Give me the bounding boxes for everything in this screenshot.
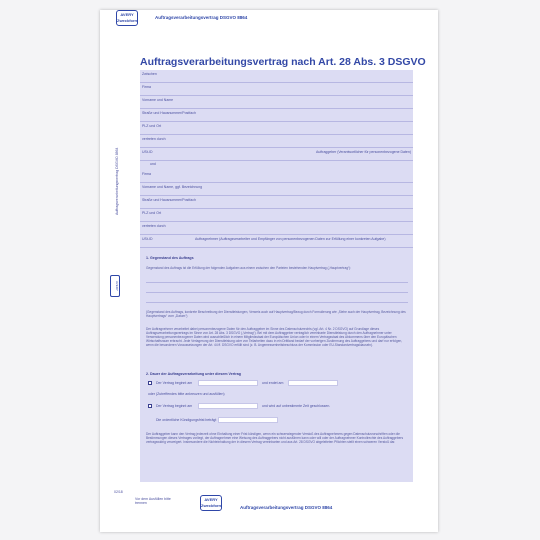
section-1-intro: Gegenstand des Auftrags ist die Erfüllung der folgenden Aufgaben aus einem zwischen den Parteien bestehenden Hauptvertrag („Hauptvertrag“): [146,266,352,270]
field-firma-1[interactable]: Firma [140,83,413,96]
option-1-label-b: und endet am [262,381,284,385]
end-date-input[interactable] [288,380,338,386]
footer-avery-logo: AVERY Zweckform [200,495,222,511]
checkbox-option-1[interactable] [148,381,152,385]
option-2-label-b: und wird auf unbestimmte Zeit geschlossen. [262,404,331,408]
option-2-label-a: Der Vertrag beginnt am [156,404,193,408]
form-area [140,70,413,482]
page-title: Auftragsverarbeitungsvertrag nach Art. 28 Abs. 3 DSGVO [140,56,426,68]
start-date-1-input[interactable] [198,380,258,386]
brand-label: AVERY Zweckform [117,12,139,23]
footer-code: 02/18 [114,490,123,494]
start-date-2-input[interactable] [198,403,258,409]
section-2-heading: 2. Dauer der Auftragsverarbeitung unter diesem Vertrag [146,372,241,376]
side-avery-logo: AVERY [110,275,120,297]
field-zwischen[interactable]: Zwischen [140,70,413,83]
input-line[interactable] [146,282,408,283]
field-street-2[interactable]: Straße und Hausnummer/Postfach [140,196,413,209]
field-plz-2[interactable]: PLZ und Ort [140,209,413,222]
field-represented-1[interactable]: vertreten durch [140,135,413,148]
option-note: oder (Zutreffendes bitte ankreuzen und ausfüllen) [148,392,225,396]
role-client: Auftraggeber (Verantwortlicher für personenbezogene Daten) [316,150,411,154]
checkbox-option-2[interactable] [148,404,152,408]
input-line[interactable] [146,292,408,293]
field-firma-2[interactable]: Firma [140,170,413,183]
section-1-note: (Gegenstand des Auftrags, konkrete Beschreibung der Dienstleistungen, Verweis auch auf Hauptvertrag/Bezug durch Formulierung wie „Siehe auch der Hauptvertrag, Bezeichnung des Hauptvertrags“ vom „Datum“) [146,310,406,318]
side-doc-title: Auftragsverarbeitungsvertrag DSGVO 8864 [115,147,119,215]
input-line[interactable] [146,302,408,303]
field-street-1[interactable]: Straße und Hausnummer/Postfach [140,109,413,122]
footer-cut-note: Vor dem Ausfüllen bitte trennen [135,497,171,505]
role-contractor: Auftragnehmer (Auftragsverarbeiter und Empfänger von personenbezogenen Daten zur Erfüllung einer konkreten Aufgabe) [195,237,386,241]
option-1-label-a: Der Vertrag beginnt am [156,381,193,385]
section-1-heading: 1. Gegenstand des Auftrags [146,256,194,260]
avery-logo [116,10,138,26]
field-ustid-2[interactable]: USt-ID Auftragnehmer (Auftragsverarbeiter und Empfänger von personenbezogenen Daten zur Erfüllung einer konkreten Aufgabe) [140,235,413,248]
section-1-body: Der Auftragnehmer verarbeitet dabei personenbezogene Daten für den Auftraggeber im Sinne des Datenschutzrechts (vgl. Art. 4 Nr. 2 DSGVO) auf Grundlage dieses Auftragsverarbeitungsvertrags im Sinne von Art. 28 Abs. 3 DSGVO („Vertrag“). Bei mit dem Auftraggeber vertraglich vereinbarte Dienstleistung durch den Auftragnehmer unter Verwendung personenbezogener Daten wird ausschließlich in einem Mitgliedsstaat der Europäischen Union oder in einem Vertragsstaat des Abkommens über den Europäischen Wirtschaftsraum erbracht. Jede Verlagerung der Dienstleistung oder von Teilarbeiten dazu in ein Drittland bedarf der vorherigen Zustimmung des Auftraggebers und darf nur erfolgen, wenn die besonderen Voraussetzungen der Art. 44 ff. DSGVO erfüllt sind (z. B. Angemessenheitsbeschluss der Kommission oder EU-Standardvertragsklauseln). [146,327,403,347]
section-2-body: Der Auftraggeber kann den Vertrag jederzeit ohne Einhaltung einer Frist kündigen, wenn ein schwerwiegender Verstoß des Auftragnehmers gegen Datenschutzvorschriften oder die Bestimmungen dieses Vertrages vorliegt, der Auftragnehmer eine Weisung des Auftraggebers nicht ausführen kann oder will oder der Auftragnehmer Kontrollrechte des Auftraggebers vertragswidrig verweigert. Insbesondere die Nichteinhaltung der in diesem Vertrag vereinbarten und aus Art. 28 DSGVO abgeleiteten Pflichten stellt einen schweren Verstoß dar. [146,432,404,444]
notice-period-label: Die ordentliche Kündigungsfrist beträgt [156,418,217,422]
footer-doc-title: Auftragsverarbeitungsvertrag DSGVO 8864 [240,505,333,510]
notice-period-input[interactable] [218,417,278,423]
field-name-1[interactable]: Vorname und Name [140,96,413,109]
field-ustid-1[interactable]: USt-ID Auftraggeber (Verantwortlicher für personenbezogene Daten) [140,148,413,161]
field-represented-2[interactable]: vertreten durch [140,222,413,235]
header-doc-title: Auftragsverarbeitungsvertrag DSGVO 8864 [155,15,248,20]
connector-und: und [150,162,156,166]
field-name-2[interactable]: Vorname und Name, ggf. Bezeichnung [140,183,413,196]
field-plz-1[interactable]: PLZ und Ort [140,122,413,135]
